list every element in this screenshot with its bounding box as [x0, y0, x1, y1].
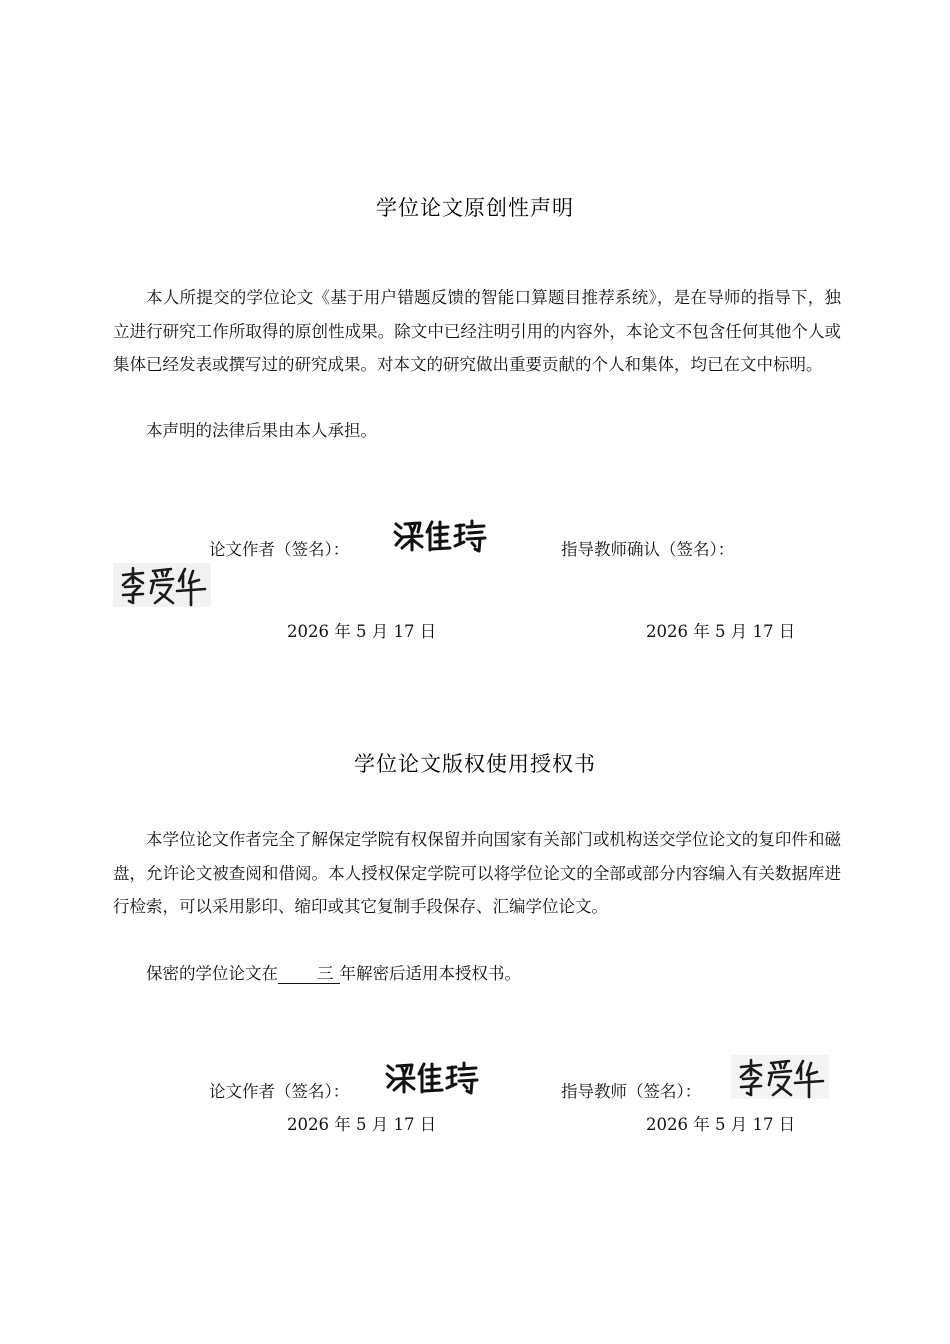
declaration-author-signature [392, 518, 488, 554]
confidential-suffix: 年解密后适用本授权书。 [339, 964, 521, 983]
authorization-author-signature [384, 1060, 480, 1096]
authorization-title: 学位论文版权使用授权书 [354, 752, 596, 776]
authorization-author-date: 2026 年 5 月 17 日 [287, 1115, 437, 1134]
confidential-years: 三 [278, 965, 340, 984]
declaration-advisor-date: 2026 年 5 月 17 日 [646, 622, 796, 641]
authorization-advisor-label: 指导教师（签名）： [561, 1082, 702, 1101]
confidential-prefix: 保密的学位论文在 [146, 964, 278, 983]
declaration-author-label: 论文作者（签名）： [209, 540, 350, 559]
declaration-title: 学位论文原创性声明 [376, 196, 574, 220]
declaration-advisor-label: 指导教师确认（签名）： [561, 540, 735, 559]
authorization-advisor-date: 2026 年 5 月 17 日 [646, 1115, 796, 1134]
authorization-paragraph-1: 本学位论文作者完全了解保定学院有权保留并向国家有关部门或机构送交学位论文的复印件和磁盘，允许论文被查阅和借阅。本人授权保定学院可以将学位论文的全部或部分内容编入有关数据库进行检索，可以采用影印、缩印或其它复制手段保存、汇编学位论文。 [113, 830, 841, 916]
authorization-advisor-signature [731, 1055, 829, 1099]
confidentiality-line [113, 957, 841, 991]
declaration-paragraph-2: 本声明的法律后果由本人承担。 [146, 421, 377, 440]
declaration-advisor-signature [113, 563, 211, 607]
declaration-author-date: 2026 年 5 月 17 日 [287, 622, 437, 641]
declaration-paragraph-1: 本人所提交的学位论文《基于用户错题反馈的智能口算题目推荐系统》，是在导师的指导下，独立进行研究工作所取得的原创性成果。除文中已经注明引用的内容外，本论文不包含任何其他个人或集体已经发表或撰写过的研究成果。对本文的研究做出重要贡献的个人和集体，均已在文中标明。 [113, 288, 841, 374]
authorization-author-label: 论文作者（签名）： [209, 1082, 350, 1101]
